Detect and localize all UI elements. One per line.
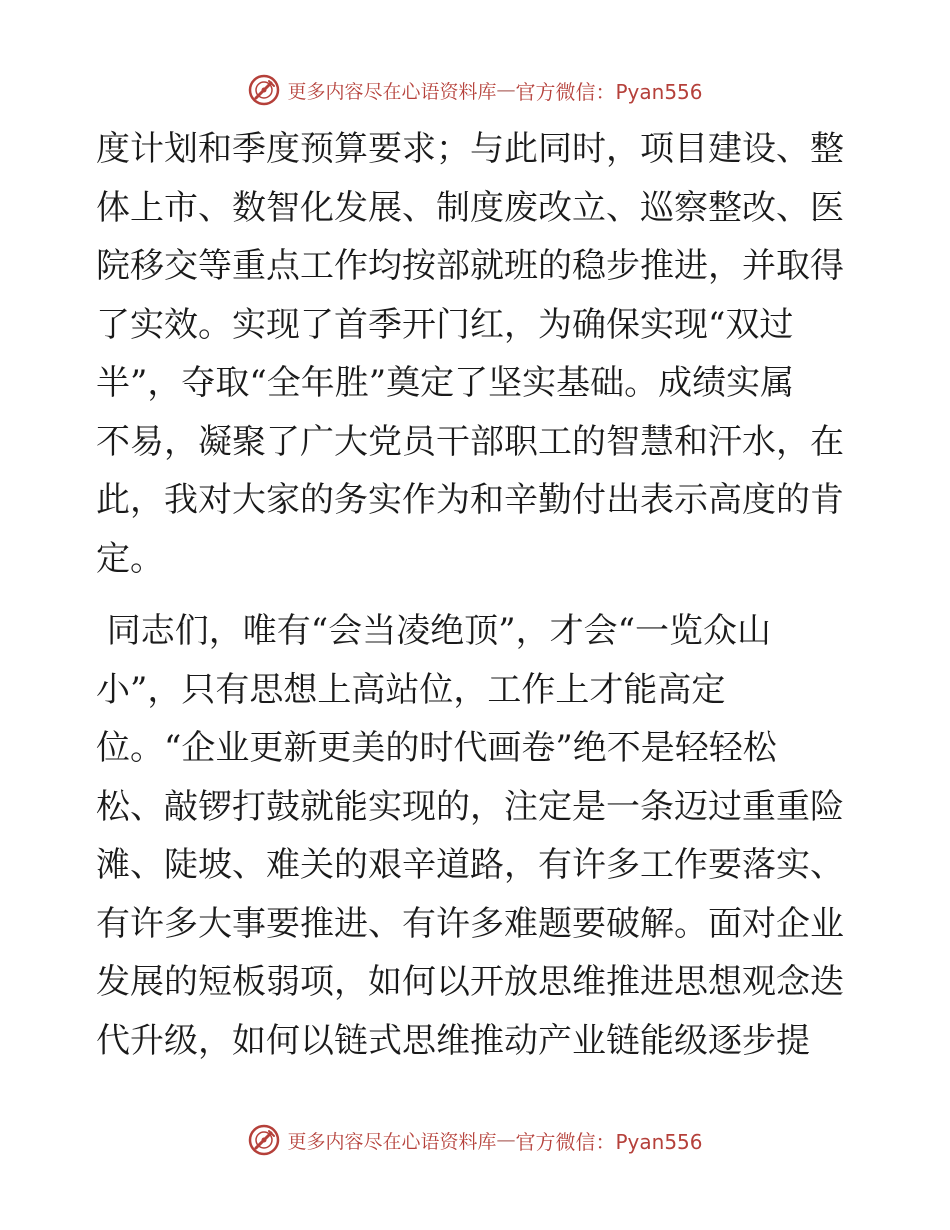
paragraph-spacer bbox=[96, 588, 856, 602]
header-banner bbox=[0, 70, 950, 110]
footer-banner bbox=[0, 1120, 950, 1160]
text-line: 小”，只有思想上高站位，工作上才能高定 bbox=[96, 669, 726, 710]
text-line: 松、敲锣打鼓就能实现的，注定是一条迈过重重险 bbox=[96, 786, 844, 827]
text-line: 位。“企业更新更美的时代画卷”绝不是轻轻松 bbox=[96, 728, 777, 768]
document-body bbox=[96, 120, 856, 1070]
text-line: 不易，凝聚了广大党员干部职工的智慧和汗水，在 bbox=[96, 421, 844, 462]
text-line: 度计划和季度预算要求；与此同时，项目建设、整 bbox=[96, 129, 844, 169]
seal-logo-icon bbox=[247, 1123, 281, 1157]
text-line: 此，我对大家的务实作为和辛勤付出表示高度的肯 bbox=[96, 480, 844, 520]
seal-logo-icon bbox=[247, 73, 281, 107]
text-line: 同志们，唯有“会当凌绝顶”，才会“一览众山 bbox=[96, 611, 771, 651]
header-brand-text: 更多内容尽在心语资料库 bbox=[287, 80, 497, 103]
paragraph-1 bbox=[96, 120, 856, 588]
text-line: 代升级，如何以链式思维推动产业链能级逐步提 bbox=[96, 1020, 810, 1061]
footer-account-text: 官方微信：Pyan556 bbox=[515, 1129, 703, 1154]
text-line: 院移交等重点工作均按部就班的稳步推进，并取得 bbox=[96, 246, 844, 286]
text-line: 有许多大事要推进、有许多难题要破解。面对企业 bbox=[96, 903, 844, 944]
footer-brand-text: 更多内容尽在心语资料库 bbox=[287, 1130, 497, 1153]
text-line: 了实效。实现了首季开门红，为确保实现“双过 bbox=[96, 304, 794, 345]
text-line: 滩、陡坡、难关的艰辛道路，有许多工作要落实、 bbox=[96, 845, 844, 885]
text-line: 定。 bbox=[96, 538, 164, 579]
header-separator: — bbox=[496, 79, 516, 101]
text-line: 发展的短板弱项，如何以开放思维推进思想观念迭 bbox=[96, 962, 844, 1002]
header-account-text: 官方微信：Pyan556 bbox=[515, 79, 703, 104]
text-line: 体上市、数智化发展、制度废改立、巡察整改、医 bbox=[96, 187, 844, 228]
text-line: 半”，夺取“全年胜”奠定了坚实基础。成绩实属 bbox=[96, 363, 795, 403]
footer-separator: — bbox=[496, 1129, 516, 1151]
paragraph-2 bbox=[96, 602, 856, 1070]
